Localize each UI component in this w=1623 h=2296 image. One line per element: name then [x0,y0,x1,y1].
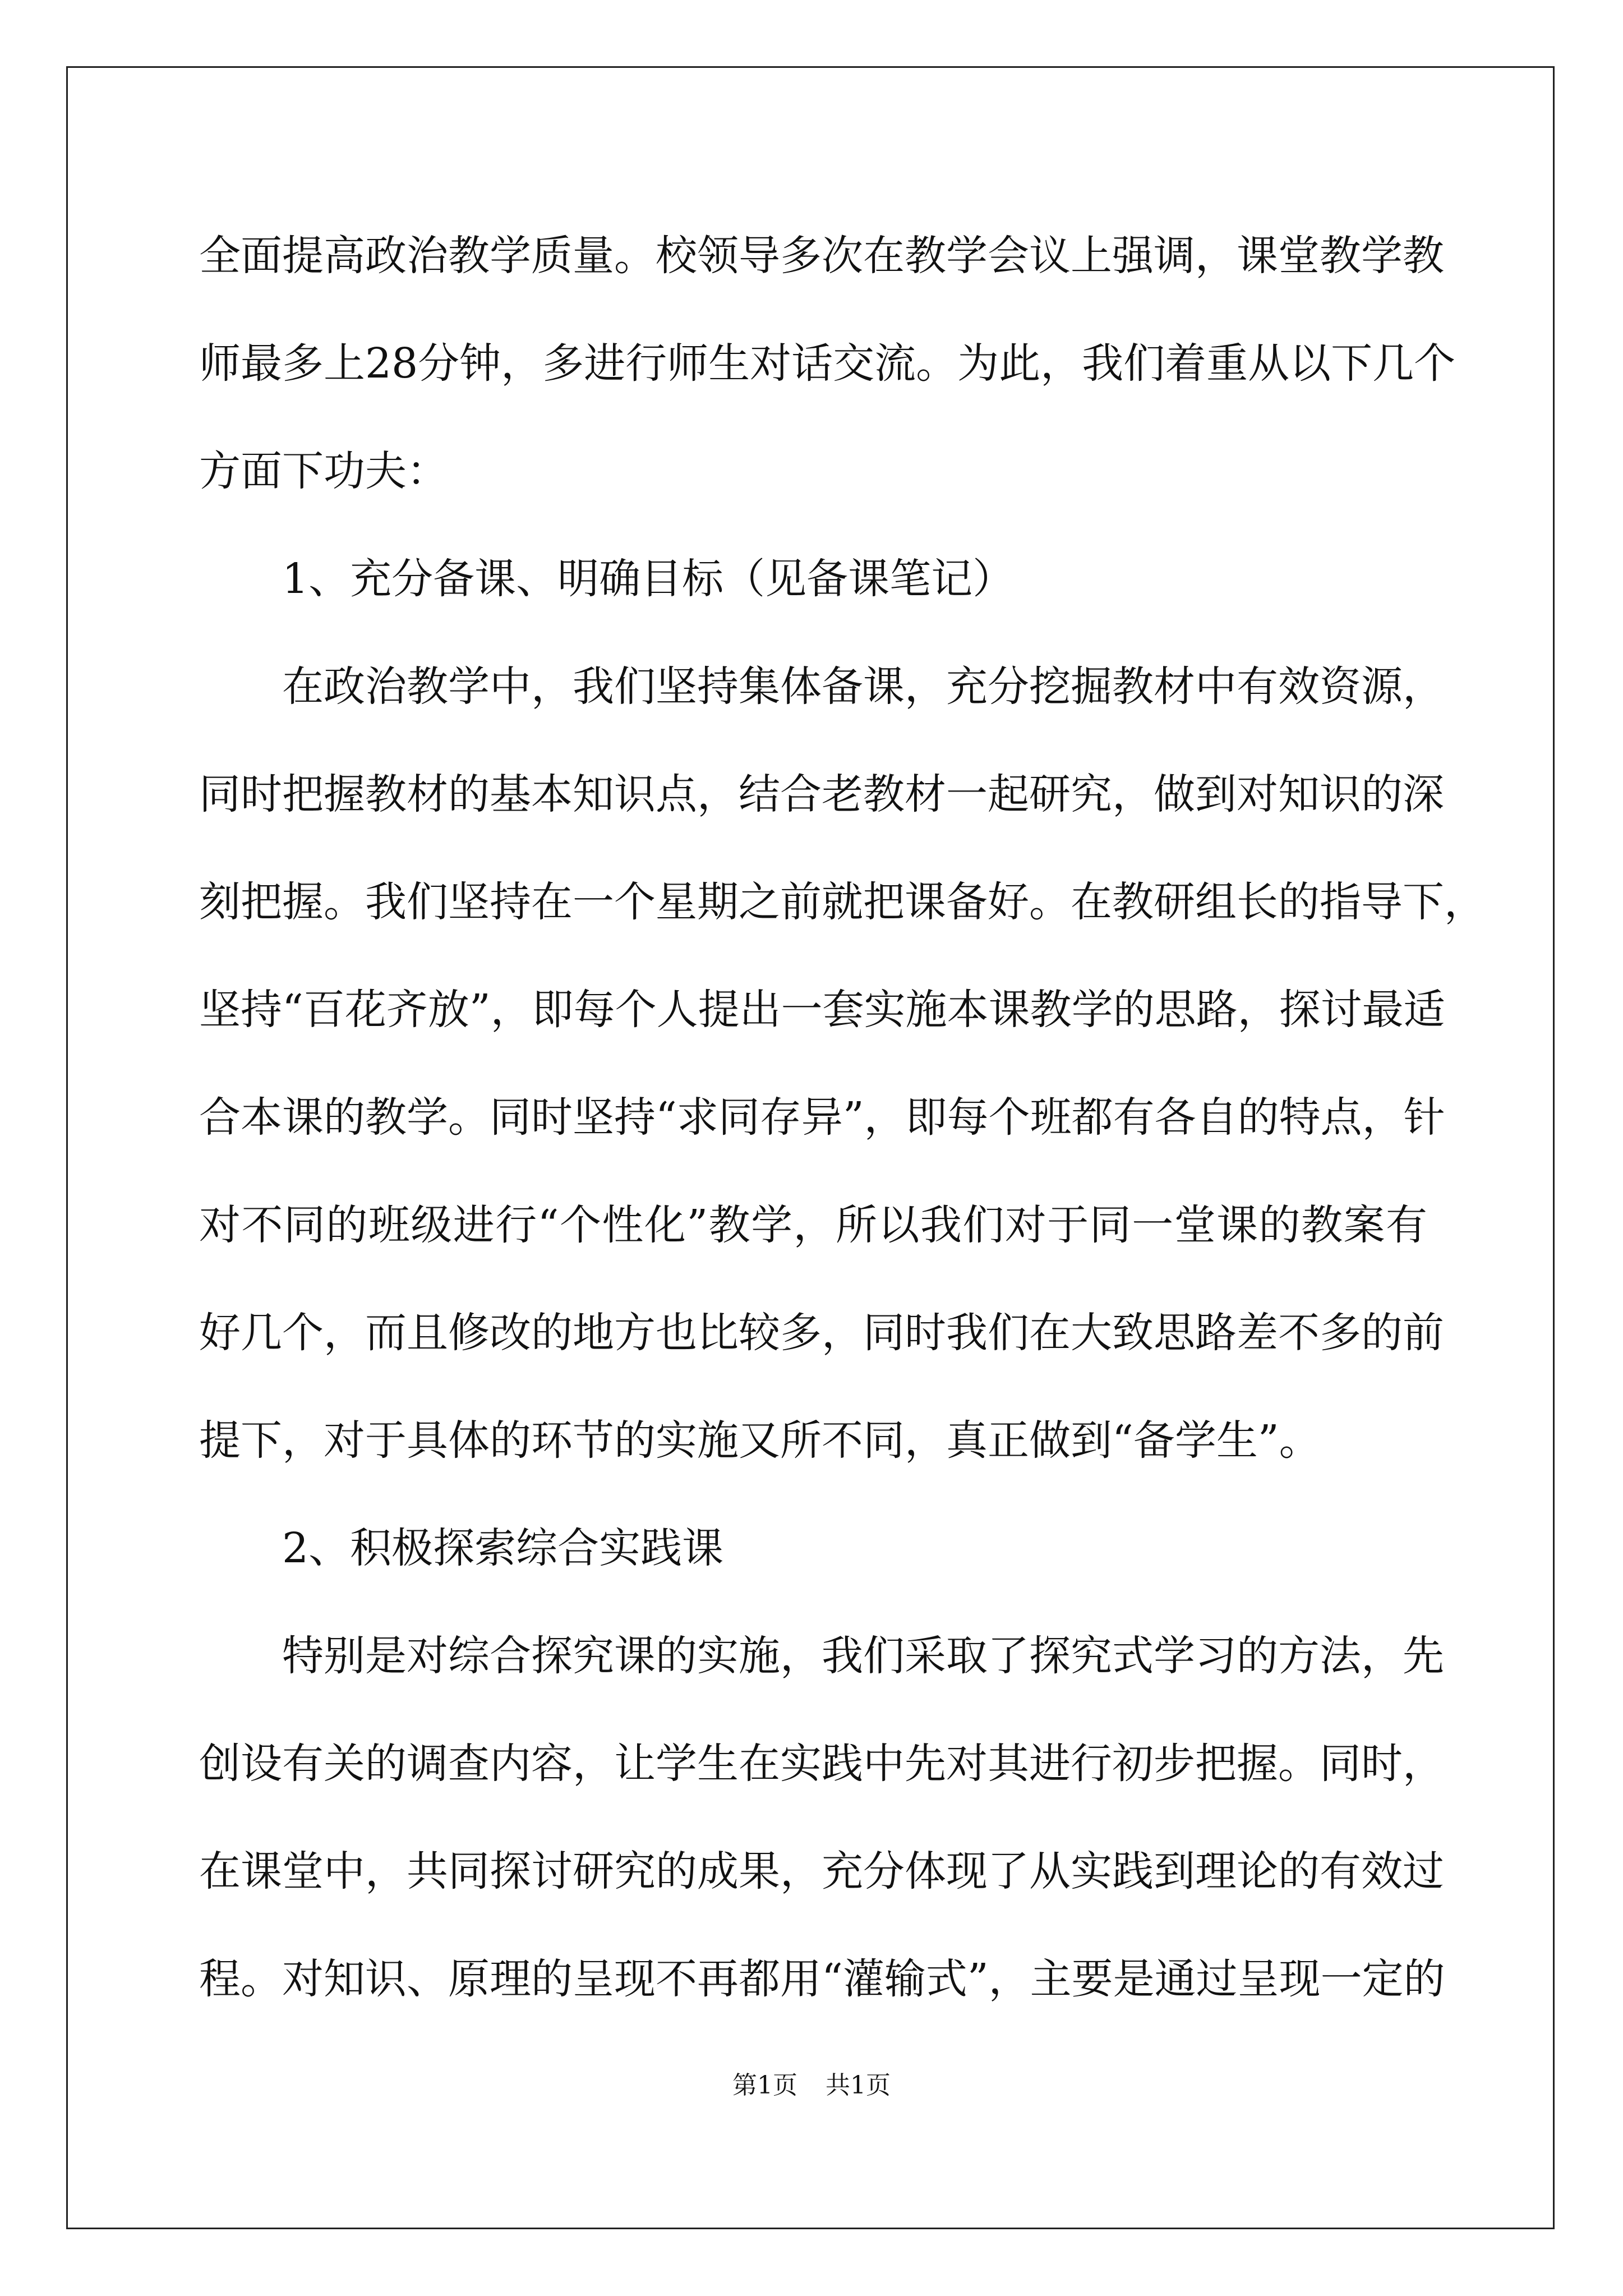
text-line: 全面提高政治教学质量。校领导多次在教学会议上强调，课堂教学教 [199,232,1444,280]
text-line: 方面下功夫： [199,447,448,495]
section-heading: 2、积极探索综合实践课 [282,1524,724,1572]
text-line: 在课堂中，共同探讨研究的成果，充分体现了从实践到理论的有效过 [199,1847,1444,1895]
text-line: 坚持“百花齐放”，即每个人提出一套实施本课教学的思路，探讨最适 [199,986,1445,1034]
page-number: 第1页 [732,2071,797,2100]
section-heading: 1、充分备课、明确目标（见备课笔记） [282,555,1015,603]
page-footer [0,2069,1623,2102]
text-line: 对不同的班级进行“个性化”教学，所以我们对于同一堂课的教案有 [199,1201,1427,1249]
text-line: 合本课的教学。同时坚持“求同存异”，即每个班都有各自的特点，针 [199,1093,1445,1142]
text-line: 刻把握。我们坚持在一个星期之前就把课备好。在教研组长的指导下， [199,878,1486,926]
text-line: 同时把握教材的基本知识点，结合老教材一起研究，做到对知识的深 [199,770,1444,818]
text-line: 创设有关的调查内容，让学生在实践中先对其进行初步把握。同时， [199,1740,1444,1788]
text-line: 好几个，而且修改的地方也比较多，同时我们在大致思路差不多的前 [199,1309,1444,1357]
text-line: 提下，对于具体的环节的实施又所不同，真正做到“备学生”。 [199,1416,1321,1465]
text-line: 特别是对综合探究课的实施，我们采取了探究式学习的方法，先 [282,1632,1444,1680]
document-body [199,202,1486,2033]
text-line: 程。对知识、原理的呈现不再都用“灌输式”，主要是通过呈现一定的 [199,1955,1445,2003]
text-line: 在政治教学中，我们坚持集体备课，充分挖掘教材中有效资源， [282,662,1444,711]
page-total: 共1页 [826,2071,891,2100]
text-line: 师最多上28分钟，多进行师生对话交流。为此，我们着重从以下几个 [199,339,1456,388]
